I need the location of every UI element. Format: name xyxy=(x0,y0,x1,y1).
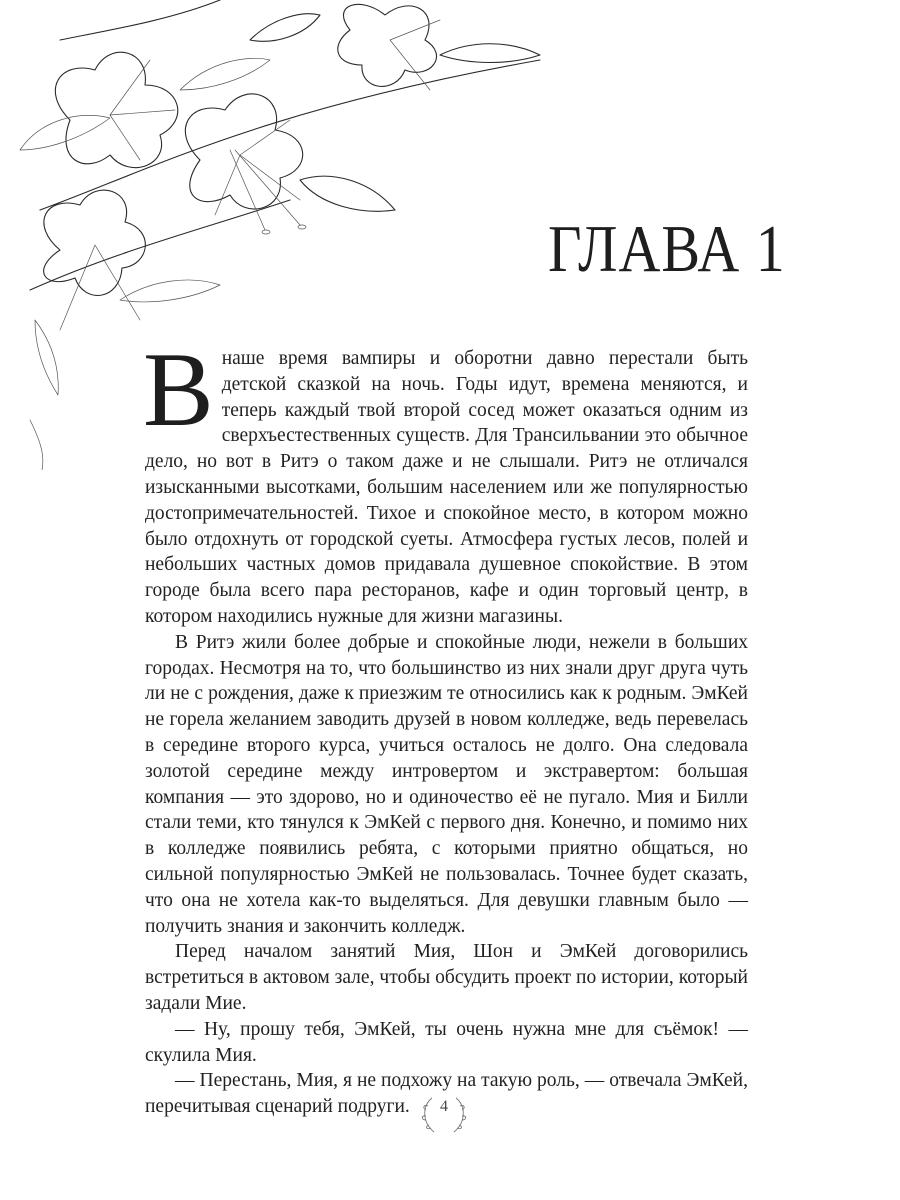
page-number: 4 xyxy=(440,1098,448,1115)
chapter-text xyxy=(143,331,748,1120)
chapter-title: ГЛАВА 1 xyxy=(548,211,786,286)
paragraph-4: — Ну, прошу тебя, ЭмКей, ты очень нужна мне для съёмок! — скулила Мия. xyxy=(145,1018,748,1066)
paragraph-1-text: наше время вампиры и оборотни давно перестали быть детской сказкой на ночь. Годы идут, времена меняются, и теперь каждый твой второй сосед может оказаться одним из сверхъестественных существ. Для Трансильвании это обычное дело, но вот в Ритэ о таком даже и не слышали. Ритэ не отличался изысканными высотками, большим населением или же популярностью достопримечательностей. Тихое и спокойное место, в котором можно было отдохнуть от городской суеты. Атмосфера густых лесов, полей и небольших частных домов придавала душевное спокойствие. В этом городе была всего пара ресторанов, кафе и один торговый центр, в котором находились нужные для жизни магазины. xyxy=(145,348,748,627)
paragraph-1 xyxy=(143,331,748,630)
paragraph-5: — Перестань, Мия, я не подхожу на такую роль, — отвечала ЭмКей, перечитывая сценарий подруги. xyxy=(145,1070,748,1118)
page-number-ornament xyxy=(414,1092,474,1138)
paragraph-2: В Ритэ жили более добрые и спокойные люди, нежели в больших городах. Несмотря на то, что большинство из них знали друг друга чуть ли не с рождения, даже к приезжим те относились как к родным. ЭмКей не горела желанием заводить друзей в новом колледже, ведь перевелась в середине второго курса, учиться осталось не долго. Она следовала золотой середине между интровертом и экстравертом: большая компания — это здорово, но и одиночество её не пугало. Мия и Билли стали теми, кто тянулся к ЭмКей с первого дня. Конечно, и помимо них в колледже появились ребята, с которыми приятно общаться, но сильной популярностью ЭмКей не пользовалась. Точнее будет сказать, что она не хотела как-то выделяться. Для девушки главным было — получить знания и закончить колледж. xyxy=(145,631,748,937)
paragraph-3: Перед началом занятий Мия, Шон и ЭмКей договорились встретиться в актовом зале, чтобы обсудить проект по истории, который задали Мие. xyxy=(145,941,748,1014)
drop-cap: В xyxy=(143,331,214,448)
